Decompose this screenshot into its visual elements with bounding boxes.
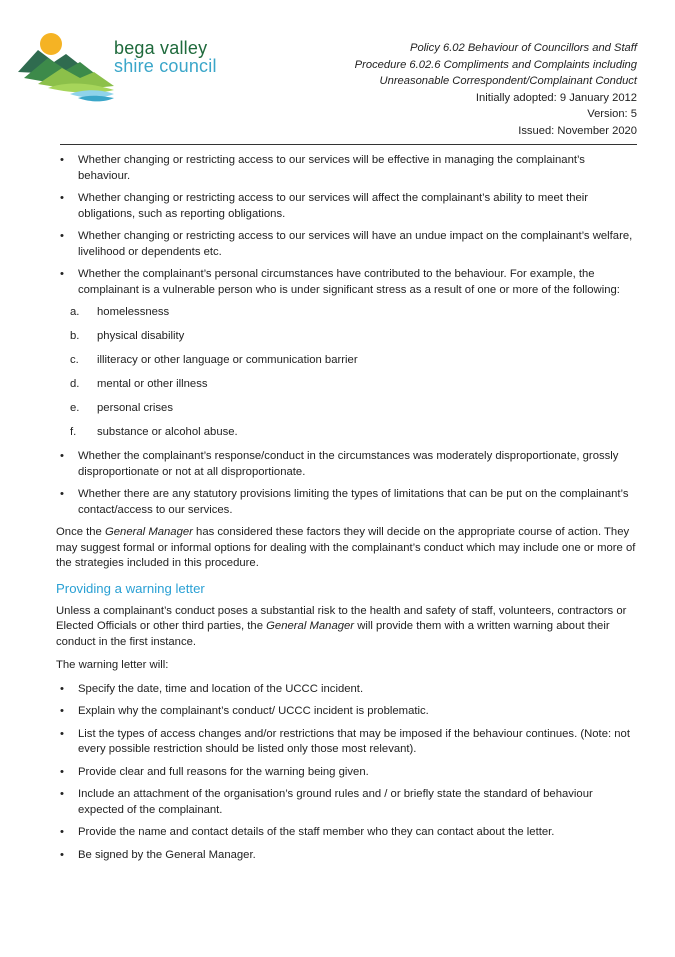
bullet-list-mid xyxy=(56,449,640,518)
sublist-text: homelessness xyxy=(97,306,170,318)
section-heading: Providing a warning letter xyxy=(56,580,205,596)
policy-title: Policy 6.02 Behaviour of Councillors and Staff xyxy=(410,42,637,54)
paragraph-decision: Once the General Manager has considered these factors they will decide on the appropriate course of action. They may suggest formal or informal options for dealing with the complainant’s conduct which may include one or more of the strategies included in this procedure. xyxy=(56,526,636,569)
list-item xyxy=(56,267,640,298)
document-body xyxy=(56,153,640,870)
sublist-text: personal crises xyxy=(97,402,173,414)
emphasis-general-manager: General Manager xyxy=(266,620,355,632)
paragraph-letter-will: The warning letter will: xyxy=(56,659,169,671)
bullet-icon: • xyxy=(60,826,64,838)
list-item xyxy=(56,229,640,260)
bullet-icon: • xyxy=(60,488,64,500)
list-item-text: List the types of access changes and/or restrictions that may be imposed if the behaviour continues. (Note: not every possible restriction should be listed only those most relevant). xyxy=(78,727,630,755)
sublist-item xyxy=(56,401,640,417)
list-item-text: Whether changing or restricting access to our services will be effective in managing the complainant’s behaviour. xyxy=(78,154,585,182)
list-item xyxy=(56,848,640,864)
sublist-letter: d. xyxy=(70,378,80,390)
document-header-meta xyxy=(355,40,637,139)
list-item xyxy=(56,682,640,698)
list-item-text: Whether the complainant’s personal circumstances have contributed to the behaviour. For example, the complainant is a vulnerable person who is under significant stress as a result of one or more of the following: xyxy=(78,268,620,296)
bullet-icon: • xyxy=(60,450,64,462)
paragraph-warning-intro: Unless a complainant’s conduct poses a substantial risk to the health and safety of staff, volunteers, contractors or Elected Officials or other third parties, the General Manager will provide them with a written warning about their conduct in the first instance. xyxy=(56,604,627,648)
list-item-text: Whether changing or restricting access to our services will have an undue impact on the complainant’s welfare, livelihood or dependents etc. xyxy=(78,230,633,258)
sublist-letter: c. xyxy=(70,354,79,366)
sublist-item xyxy=(56,305,640,321)
list-item xyxy=(56,153,640,184)
list-item-text: Whether there are any statutory provisions limiting the types of limitations that can be put on the complainant’s contact/access to our services. xyxy=(78,488,629,516)
procedure-title-line2: Unreasonable Correspondent/Complainant Conduct xyxy=(379,75,637,87)
list-item-text: Whether changing or restricting access to our services will affect the complainant’s ability to meet their obligations, such as reporting obligations. xyxy=(78,192,589,220)
sublist-letter: b. xyxy=(70,330,80,342)
council-logo xyxy=(18,28,238,104)
logo-text-line2: shire council xyxy=(114,56,217,76)
list-item xyxy=(56,191,640,222)
sublist-letter: f. xyxy=(70,426,77,438)
list-item-text: Include an attachment of the organisation’s ground rules and / or briefly state the standard of behaviour expected of the complainant. xyxy=(78,788,593,816)
list-item-text: Whether the complainant’s response/conduct in the circumstances was moderately disproportionate, grossly disproportionate or not at all disproportionate. xyxy=(78,450,619,478)
list-item-text: Explain why the complainant’s conduct/ UCCC incident is problematic. xyxy=(78,705,429,717)
sublist-item xyxy=(56,425,640,441)
bullet-list-top xyxy=(56,153,640,298)
sublist-text: substance or alcohol abuse. xyxy=(97,426,238,438)
sublist-text: physical disability xyxy=(97,330,185,342)
bullet-icon: • xyxy=(60,727,64,740)
circumstances-sublist xyxy=(56,305,640,441)
list-item xyxy=(56,487,640,518)
bullet-icon: • xyxy=(60,230,64,242)
list-item xyxy=(56,825,640,841)
bullet-list-bottom xyxy=(56,682,640,864)
emphasis-general-manager: General Manager xyxy=(104,526,193,538)
list-item xyxy=(56,727,640,758)
bullet-icon: • xyxy=(60,765,64,778)
version-number: Version: 5 xyxy=(587,108,637,120)
list-item xyxy=(56,765,640,781)
sublist-text: illiteracy or other language or communication barrier xyxy=(97,354,358,366)
issued-date: Issued: November 2020 xyxy=(518,124,637,137)
list-item xyxy=(56,704,640,720)
sublist-item xyxy=(56,329,640,345)
sublist-item xyxy=(56,353,640,369)
list-item-text: Specify the date, time and location of the UCCC incident. xyxy=(78,682,364,695)
bullet-icon: • xyxy=(60,154,64,166)
logo-mark-icon xyxy=(18,28,114,104)
list-item-text: Provide the name and contact details of the staff member who they can contact about the letter. xyxy=(78,826,555,838)
bullet-icon: • xyxy=(60,788,64,800)
procedure-title-line1: Procedure 6.02.6 Compliments and Complaints including xyxy=(354,58,637,71)
bullet-icon: • xyxy=(60,192,64,204)
bullet-icon: • xyxy=(60,682,64,695)
adopted-date: Initially adopted: 9 January 2012 xyxy=(475,91,637,104)
sublist-text: mental or other illness xyxy=(97,378,208,390)
list-item xyxy=(56,787,640,818)
bullet-icon: • xyxy=(60,705,64,717)
sublist-letter: a. xyxy=(70,306,80,318)
bullet-icon: • xyxy=(60,848,64,861)
list-item-text: Be signed by the General Manager. xyxy=(78,848,256,861)
list-item xyxy=(56,449,640,480)
bullet-icon: • xyxy=(60,268,64,280)
header-divider xyxy=(60,144,637,145)
sublist-letter: e. xyxy=(70,402,80,414)
sublist-item xyxy=(56,377,640,393)
list-item-text: Provide clear and full reasons for the warning being given. xyxy=(78,765,369,778)
logo-text-line1: bega valley xyxy=(114,38,208,58)
